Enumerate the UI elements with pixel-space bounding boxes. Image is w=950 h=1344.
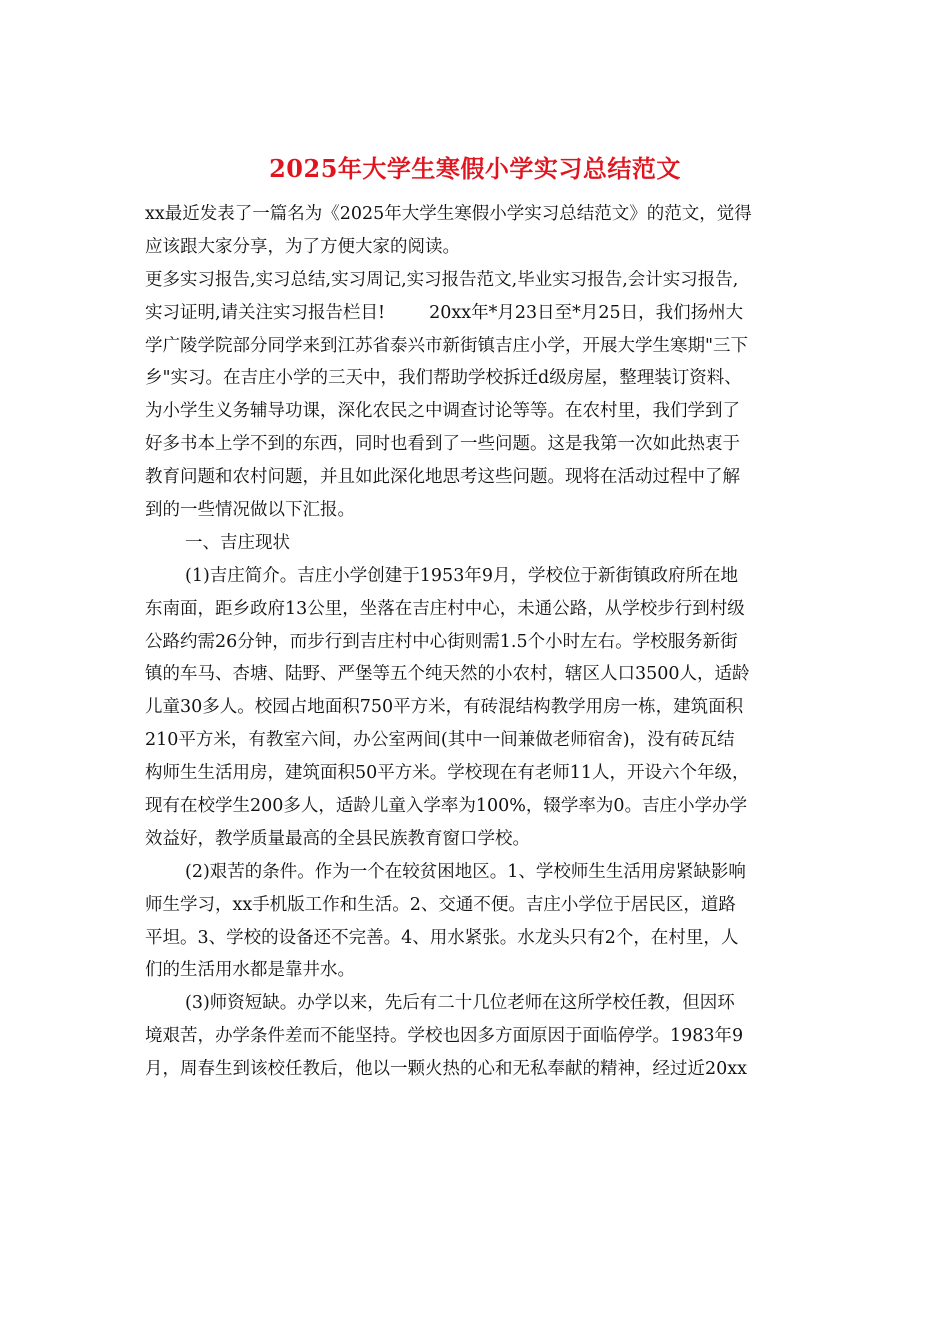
paragraph-line: 构师生生活用房，建筑面积50平方米。学校现在有老师11人，开设六个年级，: [145, 763, 750, 784]
paragraph-line: 效益好，教学质量最高的全县民族教育窗口学校。: [145, 828, 530, 849]
paragraph-line: 境艰苦，办学条件差而不能坚持。学校也因多方面原因于面临停学。1983年9: [145, 1026, 744, 1047]
paragraph-line: 学广陵学院部分同学来到江苏省泰兴市新街镇吉庄小学，开展大学生寒期"三下: [145, 335, 749, 356]
paragraph-line: 师生学习，xx手机版工作和生活。2、交通不便。吉庄小学位于居民区，道路: [145, 894, 736, 915]
paragraph-line: 更多实习报告,实习总结,实习周记,实习报告范文,毕业实习报告,会计实习报告,: [145, 269, 739, 290]
paragraph-line: 好多书本上学不到的东西，同时也看到了一些问题。这是我第一次如此热衷于: [145, 434, 740, 455]
paragraph-line: 东南面，距乡政府13公里，坐落在吉庄村中心，未通公路，从学校步行到村级: [145, 598, 745, 619]
paragraph-line: 为小学生义务辅导功课，深化农民之中调查讨论等等。在农村里，我们学到了: [145, 401, 740, 422]
paragraph-line: 应该跟大家分享，为了方便大家的阅读。: [145, 236, 460, 257]
paragraph-line: 教育问题和农村问题，并且如此深化地思考这些问题。现将在活动过程中了解: [145, 467, 740, 488]
paragraph-line: 到的一些情况做以下汇报。: [145, 500, 355, 521]
paragraph-line-combined: [145, 297, 815, 330]
paragraph-line: 公路约需26分钟，而步行到吉庄村中心街则需1.5个小时左右。学校服务新街: [145, 631, 738, 652]
document-title: 2025年大学生寒假小学实习总结范文: [269, 154, 681, 183]
paragraph-line: 月，周春生到该校任教后，他以一颗火热的心和无私奉献的精神，经过近20xx: [145, 1059, 748, 1080]
paragraph-line: 儿童30多人。校园占地面积750平方米，有砖混结构教学用房一栋，建筑面积: [145, 697, 744, 718]
paragraph-line: (1)吉庄简介。吉庄小学创建于1953年9月，学校位于新街镇政府所在地: [185, 565, 738, 586]
paragraph-line: 现有在校学生200多人，适龄儿童入学率为100%，辍学率为0。吉庄小学办学: [145, 796, 748, 817]
section-heading: 一、吉庄现状: [185, 532, 290, 553]
paragraph-line: 乡"实习。在吉庄小学的三天中，我们帮助学校拆迁d级房屋，整理装订资料、: [145, 368, 742, 389]
paragraph-line: 们的生活用水都是靠井水。: [145, 960, 355, 981]
inline-text: 实习证明,请关注实习报告栏目!: [145, 302, 386, 323]
document-body: [145, 198, 815, 1086]
paragraph-line: 镇的车马、杏塘、陆野、严堡等五个纯天然的小农村，辖区人口3500人，适龄: [145, 664, 750, 685]
inline-text: 20xx年*月23日至*月25日，我们扬州大: [429, 302, 744, 323]
paragraph-line: 210平方米，有教室六间，办公室两间(其中一间兼做老师宿舍)，没有砖瓦结: [145, 730, 735, 751]
paragraph-line: (2)艰苦的条件。作为一个在较贫困地区。1、学校师生生活用房紧缺影响: [185, 861, 746, 882]
paragraph-line: (3)师资短缺。办学以来，先后有二十几位老师在这所学校任教，但因环: [185, 993, 735, 1014]
paragraph-line: xx最近发表了一篇名为《2025年大学生寒假小学实习总结范文》的范文，觉得: [145, 204, 752, 224]
paragraph-line: 平坦。3、学校的设备还不完善。4、用水紧张。水龙头只有2个，在村里，人: [145, 927, 739, 948]
